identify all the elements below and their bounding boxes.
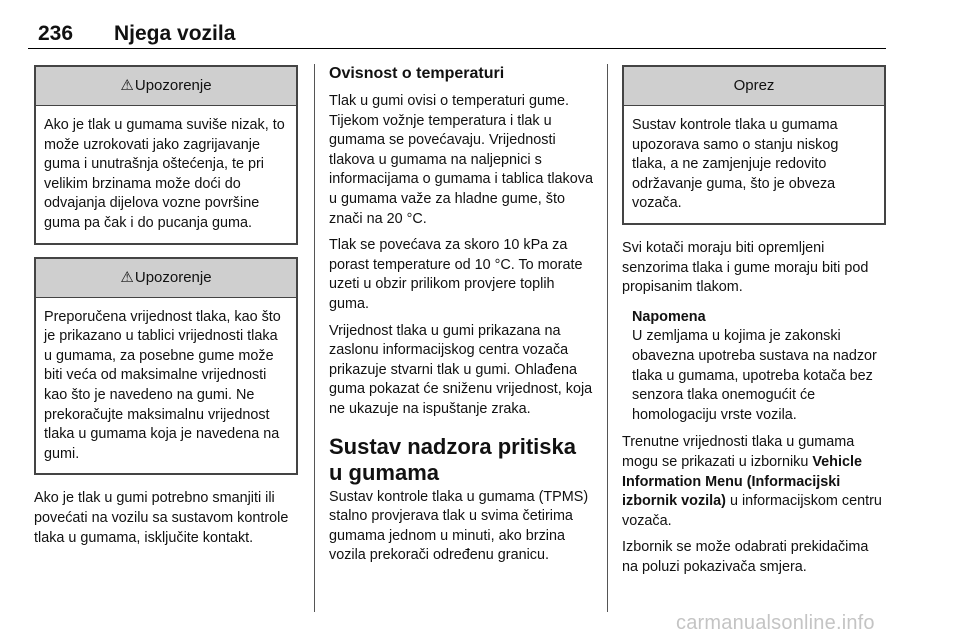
warning-triangle-icon: ⚠: [120, 77, 134, 94]
column-1: [34, 65, 298, 555]
warning-text: Preporučena vrijednost tlaka, kao što je prikazano u tablici vrijednosti tlaka u gumama, za posebne gume može biti veća od maksimalne vrijednosti kao što je navedeno na gumi. Ne prekoračujte maksimalnu vrijednost tlaka u gumama koja je navedena na gumi.: [44, 308, 281, 462]
chapter-heading: Sustav nadzora pritiska u gumama: [329, 433, 576, 485]
warning-text: Ako je tlak u gumama suviše nizak, to može uzrokovati jako zagrijavanje guma i unutrašnja oštećenja, te pri velikim brzinama može doći do odvajanja dijelova vozne površine guma pa čak i do pucanja guma.: [44, 117, 285, 231]
caution-box-header: Oprez: [624, 67, 884, 106]
warning-box-header: [36, 259, 296, 298]
paragraph: Tlak u gumi ovisi o temperaturi gume. Tijekom vožnje temperatura i tlak u gumama se povećavaju. Vrijednosti tlakova u gumama na naljepnici s informacijama o gumama i tablica tlakova u gumama važe za hladne gume, što znači na 20 °C.: [329, 93, 593, 227]
warning-triangle-icon: ⚠: [120, 268, 134, 286]
note-text: U zemljama u kojima je zakonski obavezna upotreba sustava na nadzor tlaka u gumama, upotreba kotača bez senzora tlaka onemogućit će homologaciju vrste vozila.: [632, 328, 877, 423]
column-2: [329, 65, 593, 573]
caution-box: [622, 65, 886, 225]
caution-text: Sustav kontrole tlaka u gumama upozorava samo o stanju niskog tlaka, a ne zamjenjuje redovito održavanje guma, što je obveza vozača.: [632, 117, 839, 212]
paragraph: Sustav kontrole tlaka u gumama (TPMS) stalno provjerava tlak u svima četirima gumama jednom u minuti, ako brzina vozila prekorači određenu granicu.: [329, 488, 589, 564]
paragraph: Vrijednost tlaka u gumi prikazana na zaslonu informacijskog centra vozača prikazuje stvarni tlak u gumi. Ohlađena guma pokazat će sniženu vrijednost, koja ne ukazuje na ispuštanje zraka.: [329, 322, 593, 417]
warning-title: Upozorenje: [134, 77, 212, 94]
warning-box: [34, 65, 298, 245]
page-number: 236: [38, 22, 74, 45]
menu-name: Vehicle Information Menu (Informacijski izbornik vozila): [622, 453, 862, 510]
paragraph: [622, 433, 886, 531]
note-block: [632, 308, 886, 426]
warning-title: Upozorenje: [134, 268, 212, 286]
watermark: carmanualsonline.info: [676, 612, 875, 634]
warning-box-header: [36, 67, 296, 106]
page-header: [38, 22, 886, 46]
paragraph: Tlak se povećava za skoro 10 kPa za porast temperature od 10 °C. To morate uzeti u obzir prilikom provjere toplih guma.: [329, 237, 583, 312]
paragraph-text: Trenutne vrijednosti tlaka u gumama mogu se prikazati u izborniku: [622, 434, 855, 470]
paragraph-text: u informacijskom centru vozača.: [622, 493, 882, 529]
page-title: Njega vozila: [114, 22, 236, 45]
header-rule: [28, 48, 886, 49]
column-divider: [314, 64, 315, 612]
paragraph: Izbornik se može odabrati prekidačima na poluzi pokazivača smjera.: [622, 539, 869, 575]
section-heading: Ovisnost o temperaturi: [329, 65, 505, 82]
paragraph: Ako je tlak u gumi potrebno smanjiti ili povećati na vozilu sa sustavom kontrole tlaka u gumama, isključite kontakt.: [34, 490, 289, 546]
paragraph: Svi kotači moraju biti opremljeni senzorima tlaka i gume moraju biti pod propisanim tlakom.: [622, 239, 869, 296]
column-3: [622, 65, 886, 584]
note-label: Napomena: [632, 308, 706, 325]
warning-box: [34, 257, 298, 476]
column-divider: [607, 64, 608, 612]
